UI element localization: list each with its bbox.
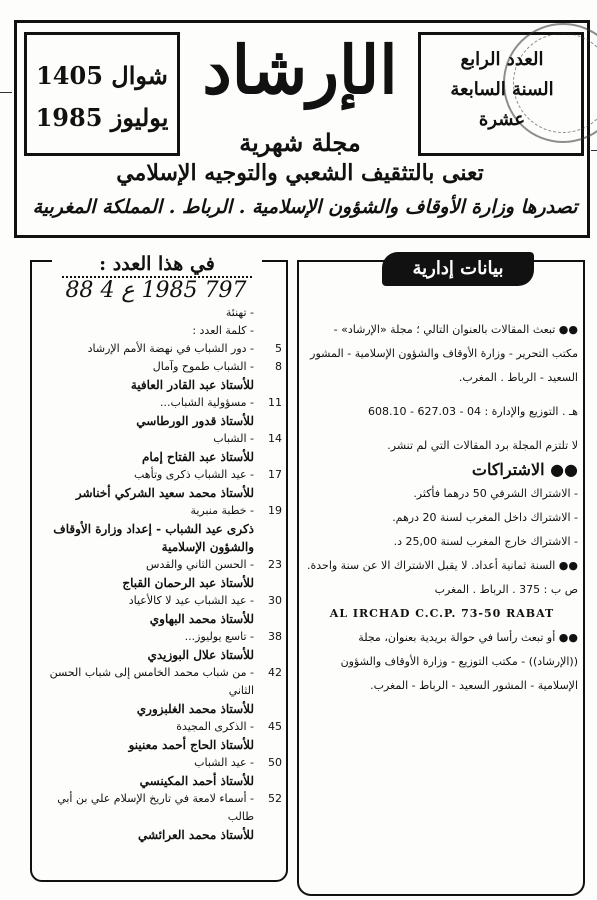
subscriptions-heading: ●● الاشتراكات [471, 460, 578, 479]
toc-title: - دور الشباب في نهضة الأمم الإرشاد [87, 342, 254, 355]
issue-year: السنة السابعة عشرة [450, 79, 554, 130]
toc-item [38, 790, 282, 844]
toc-item [38, 430, 282, 466]
toc-page: 45 [268, 720, 282, 733]
ccp-account: AL IRCHAD C.C.P. 73-50 RABAT [329, 607, 555, 620]
issue-box [418, 32, 584, 156]
toc-title: - الحسن الثاني والقدس [146, 558, 254, 571]
toc-item [38, 304, 282, 322]
toc-title: - من شباب محمد الخامس إلى شباب الحسن الثاني [49, 666, 254, 697]
toc-title: - مسؤولية الشباب... [160, 396, 254, 409]
toc-author: للأستاذ عبد القادر العافية [130, 378, 254, 392]
toc-title: - عيد الشباب عيد لا كالأعياد [128, 594, 254, 607]
spacer [306, 390, 578, 400]
toc-title: - الشباب طموح وآمال [152, 360, 254, 373]
toc-title: - تاسع يوليوز... [184, 630, 254, 643]
subscription-domestic: - الاشتراك داخل المغرب لسنة 20 درهم. [392, 511, 578, 524]
toc-author: للأستاذ أحمد المكينسي [139, 774, 254, 788]
issue-number: العدد الرابع [460, 49, 544, 70]
subscription-abroad: - الاشتراك خارج المغرب لسنة 25,00 د. [393, 535, 578, 548]
toc-page: 14 [268, 432, 282, 445]
toc-author: للأستاذ محمد الغلبزوري [136, 702, 254, 716]
toc-item [38, 718, 282, 754]
toc-item [38, 754, 282, 790]
toc-author: للأستاذ محمد سعيد الشركي أخناشر [75, 486, 254, 500]
publisher-line: تصدرها وزارة الأوقاف والشؤون الإسلامية . الرباط . المملكة المغربية [32, 196, 578, 218]
toc-title: - تهنئة [225, 306, 254, 319]
date-hijri: شوال 1405 [36, 61, 168, 90]
toc-page: 5 [275, 342, 282, 355]
return-policy: لا تلتزم المجلة برد المقالات التي لم تنشر. [387, 439, 578, 452]
toc-item [38, 664, 282, 718]
po-box: ص ب : 375 . الرباط . المغرب [434, 583, 578, 596]
toc-title: - أسماء لامعة في تاريخ الإسلام علي بن أبي طالب [57, 792, 254, 823]
toc-page: 11 [268, 396, 282, 409]
postal-order-note: ●● أو تبعث رأسا في حوالة بريدية بعنوان، مجلة ((الإرشاد)) - مكتب التوزيع - وزارة الأوقاف والشؤون الإسلامية - المشور السعيد - الرباط - المغرب. [340, 631, 578, 692]
toc-title: - الشباب [213, 432, 254, 445]
handwritten-note: 797 1985 ع 4 88 [65, 278, 247, 303]
toc-item [38, 394, 282, 430]
margin-mark [591, 150, 597, 151]
issue-stamp [429, 45, 575, 145]
toc-title: - كلمة العدد : [192, 324, 254, 337]
toc-item [38, 592, 282, 628]
toc-page: 23 [268, 558, 282, 571]
toc-item [38, 502, 282, 556]
toc-author: للأستاذ قدور الورطاسي [136, 414, 254, 428]
toc-title: - عيد الشباب ذكرى وتأهب [133, 468, 254, 481]
toc-item [38, 556, 282, 592]
admin-heading: بيانات إدارية [382, 252, 534, 286]
tagline: تعنى بالتثقيف الشعبي والتوجيه الإسلامي [116, 160, 484, 186]
date-gregorian: يوليوز 1985 [35, 103, 169, 132]
toc-author: للأستاذ الحاج أحمد معنينو [128, 738, 254, 752]
toc-page: 8 [275, 360, 282, 373]
toc-page: 17 [268, 468, 282, 481]
toc-item [38, 466, 282, 502]
toc-page: 19 [268, 504, 282, 517]
toc-author: للأستاذ علال البوزيدي [147, 648, 254, 662]
toc-author: ذكرى عيد الشباب - إعداد وزارة الأوقاف والشؤون الإسلامية [53, 522, 254, 554]
margin-mark [0, 92, 12, 93]
spacer [306, 424, 578, 434]
table-of-contents [38, 304, 282, 844]
toc-page: 50 [268, 756, 282, 769]
toc-author: للأستاذ عبد الرحمان القباج [122, 576, 254, 590]
toc-author: للأستاذ محمد البهاوي [149, 612, 254, 626]
toc-item [38, 358, 282, 394]
toc-title: - عيد الشباب [194, 756, 254, 769]
subscription-honorary: - الاشتراك الشرفي 50 درهما فأكثر. [413, 487, 578, 500]
toc-page: 30 [268, 594, 282, 607]
toc-item [38, 340, 282, 358]
year-note: ●● السنة ثمانية أعداد. لا يقبل الاشتراك الا عن سنة واحدة. [306, 559, 578, 572]
contents-heading: في هذا العدد : [52, 250, 262, 278]
toc-title: - خطبة منبرية [190, 504, 254, 517]
toc-page: 38 [268, 630, 282, 643]
masthead-title: الإرشاد [202, 31, 398, 109]
articles-address: ●● تبعث المقالات بالعنوان التالي ؛ مجلة «الإرشاد» - مكتب التحرير - وزارة الأوقاف والشؤون الإسلامية - المشور السعيد - الرباط . المغرب. [310, 323, 578, 384]
toc-title: - الذكرى المجيدة [176, 720, 254, 733]
toc-author: للأستاذ عبد الفتاح إمام [141, 450, 254, 464]
monthly-label: مجلة شهرية [239, 128, 361, 157]
toc-author: للأستاذ محمد العرائشي [137, 828, 254, 842]
toc-item [38, 628, 282, 664]
toc-page: 42 [268, 666, 282, 679]
phone-line: هـ . التوزيع والإدارة : 04 - 627.03 - 608.10 [368, 405, 578, 418]
toc-item [38, 322, 282, 340]
admin-info [306, 318, 578, 698]
toc-page: 52 [268, 792, 282, 805]
date-box [24, 32, 180, 156]
